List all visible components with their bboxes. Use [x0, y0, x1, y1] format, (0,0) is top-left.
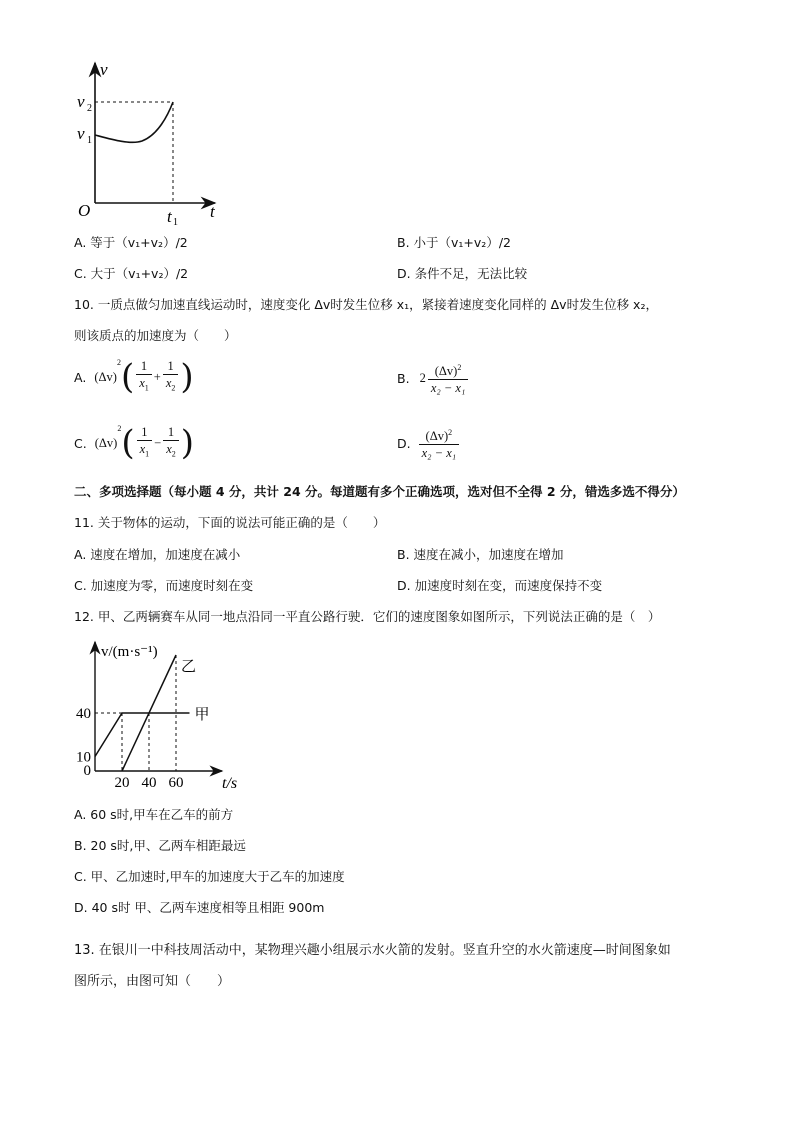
q12-x-axis-label: t/s — [222, 775, 238, 790]
q10-b-coef: 2 — [419, 370, 426, 385]
q10-c-sq: 2 — [117, 424, 122, 433]
t1-sub: 1 — [173, 217, 178, 227]
q9-option-b: B. 小于（v₁+v₂）/2 — [397, 235, 511, 250]
q10-a-lparen: ( — [120, 357, 135, 398]
q13-stem-line2: 图所示，由图可知（ ） — [74, 974, 231, 989]
q10-option-b — [397, 360, 470, 396]
q10-b-den: x₂ − x₁ — [430, 381, 466, 396]
q10-c-label: C. — [74, 435, 87, 451]
q10-a-label: A. — [74, 369, 87, 385]
v2-sub: 2 — [87, 103, 92, 114]
q10-d-num: (Δv) — [425, 429, 449, 444]
v1-sub: 1 — [87, 135, 92, 146]
q12-stem: 12. 甲、乙两辆赛车从同一地点沿同一平直公路行驶．它们的速度图象如图所示，下列说法正确的是（ ） — [74, 609, 661, 624]
q10-c-frac1-x: x — [139, 442, 146, 456]
q10-a-sq: 2 — [116, 358, 121, 367]
q10-stem-line1: 10. 一质点做匀加速直线运动时，速度变化 Δv时发生位移 x₁，紧接着速度变化同样的 Δv时发生位移 x₂， — [74, 297, 658, 312]
q10-option-d — [397, 425, 461, 461]
t-axis-label: t — [210, 202, 215, 221]
q11-option-b: B. 速度在减小，加速度在增加 — [397, 547, 564, 562]
q10-c-frac2-sub: 2 — [171, 449, 176, 459]
q10-a-frac2-sub: 2 — [171, 383, 176, 393]
q12-velocity-chart — [70, 638, 260, 790]
q10-c-frac1-num: 1 — [137, 424, 153, 441]
q10-d-label: D. — [397, 435, 411, 451]
q11-option-a: A. 速度在增加，加速度在减小 — [74, 547, 241, 562]
series-line-jia — [95, 713, 190, 757]
q11-option-d: D. 加速度时刻在变，而速度保持不变 — [397, 578, 603, 593]
series-label-jia: 甲 — [194, 707, 210, 723]
q12-option-a: A. 60 s时,甲车在乙车的前方 — [74, 807, 234, 822]
x-tick-0: 0 — [83, 763, 91, 779]
y-tick-10: 10 — [76, 749, 91, 766]
q10-a-frac1-x: x — [139, 376, 145, 390]
origin-label: O — [78, 201, 91, 220]
q10-b-num: (Δv) — [434, 364, 458, 379]
x-tick-20: 20 — [114, 775, 130, 790]
v2-label: v — [77, 92, 85, 111]
q12-option-c: C. 甲、乙加速时,甲车的加速度大于乙车的加速度 — [74, 869, 345, 884]
q10-d-frac — [419, 425, 459, 461]
q10-c-lparen: ( — [121, 423, 135, 464]
q10-b-label: B. — [397, 370, 410, 386]
q11-option-c: C. 加速度为零，而速度时刻在变 — [74, 578, 254, 593]
v-axis-label: v — [100, 60, 108, 79]
q9-option-c: C. 大于（v₁+v₂）/2 — [74, 266, 189, 281]
q10-b-frac — [428, 360, 468, 396]
q10-stem-line2: 则该质点的加速度为（ ） — [74, 328, 237, 343]
q13-stem-line1: 13. 在银川一中科技周活动中，某物理兴趣小组展示水火箭的发射。竖直升空的水火箭速度—时间图象如 — [74, 943, 671, 958]
q10-a-frac2-x: x — [165, 376, 172, 390]
velocity-curve — [95, 102, 173, 142]
q10-a-frac2 — [163, 358, 179, 397]
q10-a-frac2-num: 1 — [163, 358, 179, 375]
q12-option-d: D. 40 s时 甲、乙两车速度相等且相距 900m — [74, 900, 325, 915]
q10-b-num-sq: 2 — [457, 363, 462, 372]
x-tick-60: 60 — [168, 775, 184, 790]
q12-option-b: B. 20 s时,甲、乙两车相距最远 — [74, 838, 246, 853]
velocity-time-figure — [70, 55, 230, 227]
q10-a-plus: + — [153, 369, 161, 384]
q10-a-dv: (Δv) — [94, 369, 117, 384]
q10-c-dv: (Δv) — [94, 435, 118, 450]
q10-a-rparen: ) — [180, 357, 194, 398]
q10-c-frac2 — [163, 424, 179, 463]
q10-a-frac1-sub: 1 — [144, 383, 149, 393]
t1-label: t — [167, 207, 172, 226]
q9-option-a: A. 等于（v₁+v₂）/2 — [74, 235, 188, 250]
section-2-heading: 二、多项选择题（每小题 4 分，共计 24 分。每道题有多个正确选项，选对但不全得 2 分，错选多选不得分） — [74, 484, 685, 499]
q10-c-frac1 — [137, 424, 153, 463]
v1-label: v — [77, 124, 85, 143]
q10-d-den: x₂ − x₁ — [421, 446, 457, 461]
q10-c-frac1-sub: 1 — [145, 449, 150, 459]
y-tick-40: 40 — [76, 706, 91, 722]
series-label-yi: 乙 — [181, 659, 197, 675]
q10-a-frac1 — [136, 358, 152, 397]
q10-c-minus: − — [154, 435, 162, 450]
q10-a-frac1-num: 1 — [136, 358, 152, 375]
q10-option-c — [74, 424, 194, 463]
q9-option-d: D. 条件不足，无法比较 — [397, 266, 528, 281]
q10-c-frac2-num: 1 — [163, 424, 179, 441]
q10-option-a — [74, 358, 194, 397]
q11-stem: 11. 关于物体的运动，下面的说法可能正确的是（ ） — [74, 515, 386, 530]
q12-y-axis-label: v/(m·s⁻¹) — [101, 644, 158, 660]
q10-c-frac2-x: x — [166, 442, 172, 456]
q10-d-num-sq: 2 — [448, 428, 453, 437]
x-tick-40: 40 — [141, 775, 157, 790]
q10-c-rparen: ) — [180, 423, 195, 464]
